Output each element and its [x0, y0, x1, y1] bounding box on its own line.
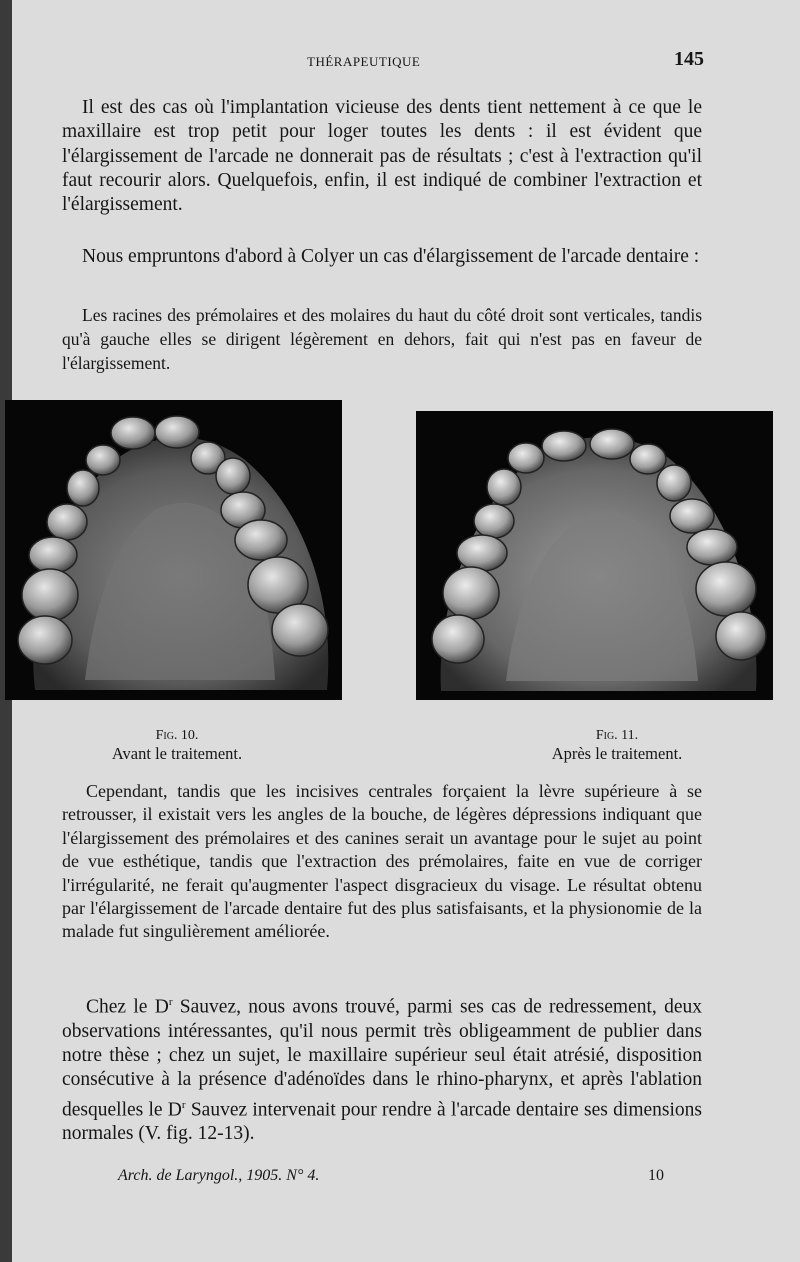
figure-10-caption: [82, 727, 272, 763]
paragraph-4-part-a: Chez le D: [86, 996, 169, 1018]
paragraph-4-sup-2: r: [181, 1098, 186, 1111]
paragraph-4-sup-1: r: [168, 996, 173, 1008]
paragraph-4: [62, 990, 702, 1147]
figure-11-caption: [497, 727, 737, 763]
dental-arch-before-image: [5, 400, 342, 700]
figure-10-photo: [5, 400, 342, 700]
figure-11-label: Fig. 11.: [595, 728, 639, 743]
figure-10-caption-text: Avant le traitement.: [111, 744, 243, 763]
figure-11-photo: [416, 411, 773, 700]
figure-11-caption-text: Après le traitement.: [551, 744, 683, 763]
signature-mark: 10: [648, 1167, 664, 1184]
page-header: [12, 50, 800, 74]
book-page: [12, 0, 800, 1262]
dental-arch-after-image: [416, 411, 773, 700]
paragraph-1: Il est des cas où l'implantation vicieuse des dents tient nettement à ce que le maxillaire est trop petit pour loger toutes les dents : il est évident que l'élargissement de l'arcade ne donnerait pas de résultats ; c'est à l'extraction qu'il faut recourir alors. Quelquefois, enfin, il est indiqué de combiner l'extraction et l'élargissement.: [62, 97, 702, 216]
quoted-passage: Les racines des prémolaires et des molaires du haut du côté droit sont verticales, tandis qu'à gauche elles se dirigent légèrement en dehors, fait qui n'est pas en faveur de l'élargissement.: [62, 305, 702, 373]
paragraph-3: Cependant, tandis que les incisives centrales forçaient la lèvre supérieure à se retrousser, il existait vers les angles de la bouche, de légères dépressions indiquant que l'élargissement des prémolaires et des canines serait un avantage pour le sujet au point de vue esthétique, tandis que l'extraction des prémolaires, faite en vue de corriger l'irrégularité, ne ferait qu'augmenter l'aspect disgracieux du visage. Le résultat obtenu par l'élargissement de l'arcade dentaire fut des plus satisfaisants, et la physionomie de la malade fut singulièrement améliorée.: [62, 781, 702, 942]
paragraph-2: Nous empruntons d'abord à Colyer un cas d'élargissement de l'arcade dentaire :: [82, 246, 700, 267]
figure-10-label: Fig. 10.: [155, 728, 199, 743]
page-footer: [118, 1167, 664, 1185]
paragraph-4-part-b: Sauvez, nous avons trouvé, parmi ses cas de redressement, deux observations intéressantes, qu'il nous permit très obligeamment de publier dans notre thèse ; chez un sujet, le maxillaire supérieur seul était atrésié, disposition consécutive à la présence d'adénoïdes dans le rhino-pharynx, et après l'ablation desquelles le D: [62, 996, 702, 1121]
page-number: 145: [674, 48, 704, 70]
running-title: THÉRAPEUTIQUE: [307, 54, 421, 69]
paragraph-4-part-c: Sauvez intervenait pour rendre à l'arcade dentaire ses dimensions normales (V. fig. 12-13).: [62, 1099, 702, 1145]
footer-citation: Arch. de Laryngol., 1905. N° 4.: [118, 1167, 320, 1184]
